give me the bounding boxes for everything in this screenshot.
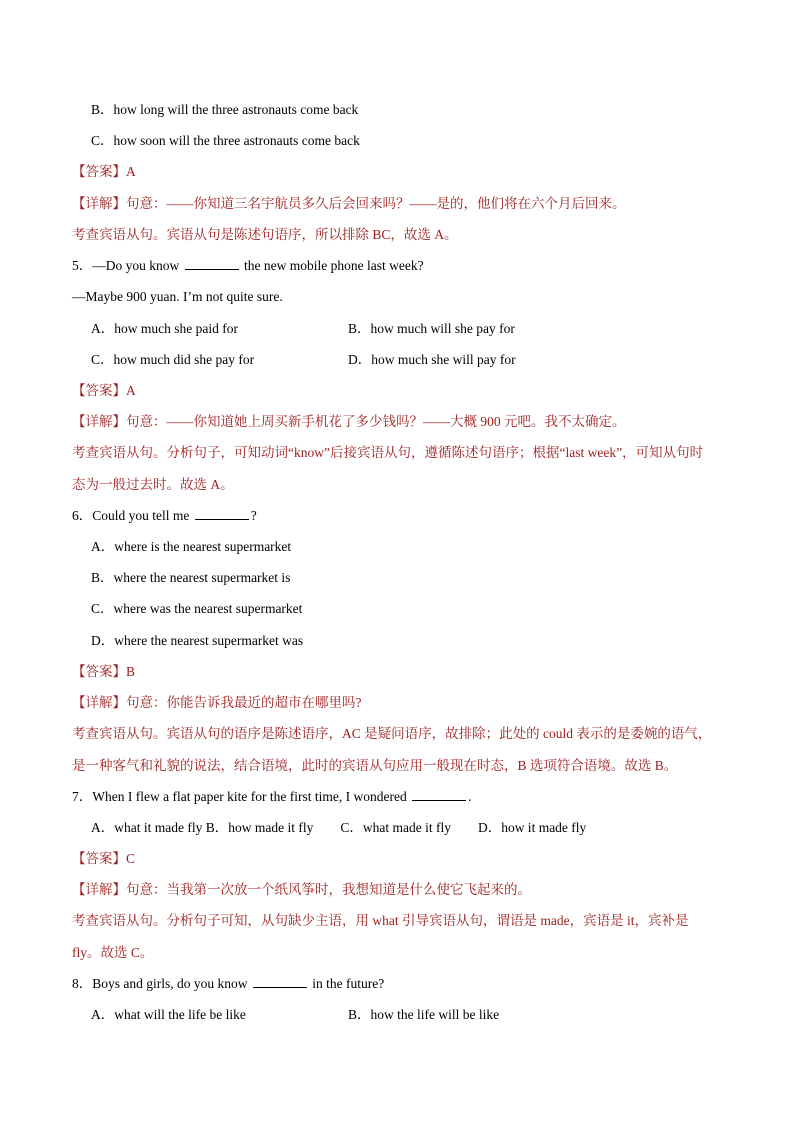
answer-value: B <box>126 664 136 679</box>
q5-option-c: C．how much did she pay for <box>91 352 255 367</box>
q4-option-b: B．how long will the three astronauts come back <box>91 102 359 117</box>
q7-explanation-2: 考查宾语从句。分析句子可知，从句缺少主语，用 what 引导宾语从句，谓语是 made，宾语是 it，宾补是 <box>72 913 689 928</box>
q7-explanation-3: fly。故选 C。 <box>72 945 154 960</box>
explanation-tag: 【详解】 <box>72 414 126 429</box>
q6-option-b: B．where the nearest supermarket is <box>91 570 291 585</box>
answer-tag: 【答案】 <box>72 164 126 179</box>
q8-option-a: A．what will the life be like <box>91 1007 246 1022</box>
q7-options: A．what it made fly B．how made it fly C．what made it fly D．how it made fly <box>91 820 587 835</box>
q5-explanation-3: 态为一般过去时。故选 A。 <box>72 477 234 492</box>
q4-explanation-2: 考查宾语从句。宾语从句是陈述句语序，所以排除 BC，故选 A。 <box>72 227 458 242</box>
q7-explanation-1: 【详解】句意：当我第一次放一个纸风筝时，我想知道是什么使它飞起来的。 <box>72 882 531 897</box>
q6-explanation-3: 是一种客气和礼貌的说法，结合语境，此时的宾语从句应用一般现在时态，B 选项符合语境。故选 B。 <box>72 758 678 773</box>
q6-option-c: C．where was the nearest supermarket <box>91 601 303 616</box>
q6-option-d: D．where the nearest supermarket was <box>91 633 304 648</box>
answer-value: A <box>126 383 136 398</box>
q6-explanation-2: 考查宾语从句。宾语从句的语序是陈述语序，AC 是疑问语序，故排除；此处的 could 表示的是委婉的语气， <box>72 726 712 741</box>
q5-explanation-1: 【详解】句意：——你知道她上周买新手机花了多少钱吗？——大概 900 元吧。我不太确定。 <box>72 414 626 429</box>
q5-explanation-2: 考查宾语从句。分析句子，可知动词“know”后接宾语从句，遵循陈述句语序；根据“last week”，可知从句时 <box>72 445 704 460</box>
q6-option-a: A．where is the nearest supermarket <box>91 539 292 554</box>
q4-option-c: C．how soon will the three astronauts come back <box>91 133 360 148</box>
q8-stem: 8．Boys and girls, do you know in the future? <box>72 976 385 991</box>
explanation-tag: 【详解】 <box>72 882 126 897</box>
answer-blank <box>253 975 307 988</box>
q5-answer <box>72 381 136 401</box>
q5-option-a: A．how much she paid for <box>91 321 238 336</box>
q5-option-d: D．how much she will pay for <box>348 352 516 367</box>
q5-response: —Maybe 900 yuan. I’m not quite sure. <box>72 289 283 304</box>
answer-tag: 【答案】 <box>72 664 126 679</box>
q7-stem: 7．When I flew a flat paper kite for the first time, I wondered . <box>72 789 472 804</box>
answer-value: A <box>126 164 136 179</box>
answer-tag: 【答案】 <box>72 383 126 398</box>
answer-value: C <box>126 851 136 866</box>
explanation-tag: 【详解】 <box>72 196 126 211</box>
explanation-tag: 【详解】 <box>72 695 126 710</box>
q4-explanation-1: 【详解】句意：——你知道三名宇航员多久后会回来吗？——是的，他们将在六个月后回来。 <box>72 196 626 211</box>
q7-answer <box>72 849 135 869</box>
q4-answer <box>72 162 136 182</box>
q5-stem: 5．—Do you know the new mobile phone last week? <box>72 258 424 273</box>
answer-blank <box>185 257 239 270</box>
q6-answer <box>72 662 135 682</box>
answer-blank <box>412 788 466 801</box>
answer-blank <box>195 507 249 520</box>
q5-option-b: B．how much will she pay for <box>348 321 515 336</box>
q6-explanation-1: 【详解】句意：你能告诉我最近的超市在哪里吗? <box>72 695 362 710</box>
answer-tag: 【答案】 <box>72 851 126 866</box>
q8-option-b: B．how the life will be like <box>348 1007 500 1022</box>
q6-stem: 6．Could you tell me ? <box>72 508 257 523</box>
